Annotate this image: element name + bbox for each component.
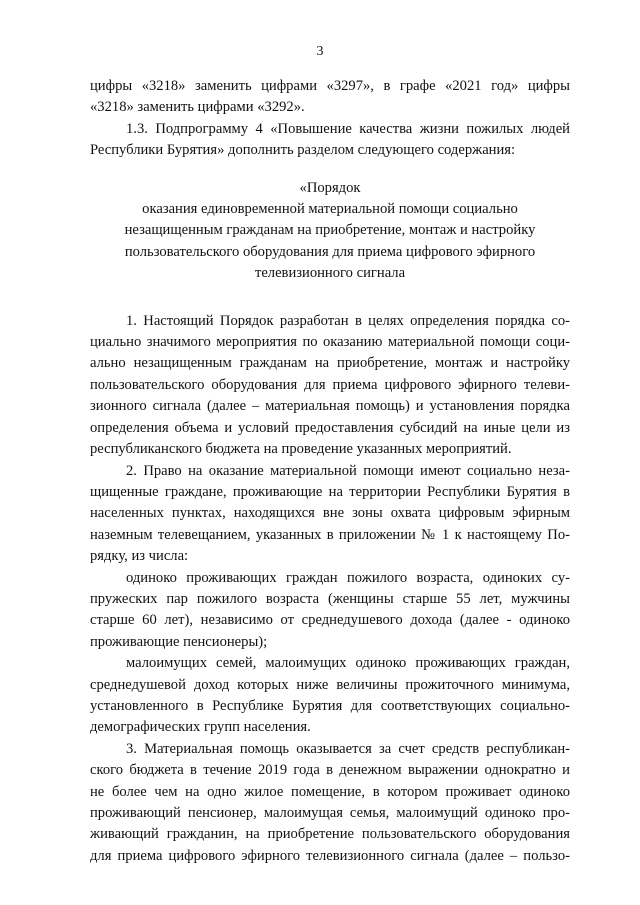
text-line: рядку, из числа:	[90, 548, 189, 565]
document-body	[90, 76, 570, 867]
text-line: 3. Материальная помощь оказывается за счет средств республикан-	[126, 740, 570, 757]
text-line: зионного сигнала (далее – материальная помощь) и установления порядка	[90, 398, 570, 415]
text-line: установленного в Республике Бурятия для соответствующих социально-	[90, 697, 570, 714]
paragraph-2-item-b	[90, 653, 570, 739]
text-line: малоимущих семей, малоимущих одиноко проживающих граждан,	[126, 655, 570, 672]
text-line: для приема цифрового эфирного телевизионного сигнала (далее – пользо-	[90, 847, 570, 864]
text-line: «3218» заменить цифрами «3292».	[90, 99, 305, 116]
heading-line: телевизионного сигнала	[254, 265, 406, 282]
text-line: среднедушевой доход которых ниже величины прожиточного минимума,	[90, 676, 570, 693]
text-line: республиканского бюджета на проведение указанных мероприятий.	[90, 441, 512, 458]
heading-line: пользовательского оборудования для приема цифрового эфирного	[124, 243, 536, 260]
paragraph-1	[90, 311, 570, 461]
text-line: циально значимого мероприятия по оказанию материальной помощи соци-	[90, 334, 570, 351]
text-line: одиноко проживающих граждан пожилого возраста, одиноких су-	[126, 569, 570, 586]
text-line: старше 60 лет), независимо от среднедушевого дохода (далее - одиноко	[90, 612, 570, 629]
text-line: проживающие пенсионеры);	[90, 633, 268, 650]
text-line: демографических групп населения.	[90, 719, 311, 736]
text-line: цифры «3218» заменить цифрами «3297», в графе «2021 год» цифры	[90, 78, 570, 94]
page-number: 3	[316, 44, 324, 59]
paragraph-2-item-a	[90, 568, 570, 654]
heading-line: оказания единовременной материальной помощи социально	[142, 201, 518, 218]
text-line: щищенные граждане, проживающие на территории Республики Бурятия в	[90, 483, 570, 500]
text-line: населенных пунктах, находящихся вне зоны охвата цифровым эфирным	[90, 505, 570, 522]
text-line: не более чем на одно жилое помещение, в котором проживает одиноко	[90, 783, 570, 800]
text-line: 2. Право на оказание материальной помощи имеют социально неза-	[126, 462, 570, 479]
text-line: живающий гражданин, на приобретение пользовательского оборудования	[90, 826, 570, 843]
paragraph-2	[90, 461, 570, 568]
text-line: пользовательского оборудования для приема цифрового эфирного телеви-	[90, 376, 570, 393]
text-line: проживающий пенсионер, малоимущая семья, малоимущий одиноко про-	[90, 805, 570, 821]
section-heading	[90, 178, 570, 285]
text-line: 1.3. Подпрограмму 4 «Повышение качества жизни пожилых людей	[126, 120, 570, 137]
text-line: Республики Бурятия» дополнить разделом следующего содержания:	[90, 142, 516, 159]
paragraph-3	[90, 739, 570, 867]
item-1-3-paragraph	[90, 119, 570, 162]
heading-line: «Порядок	[299, 179, 361, 196]
heading-line: незащищенным гражданам на приобретение, монтаж и настройку	[124, 222, 536, 239]
intro-paragraph	[90, 76, 570, 119]
text-line: 1. Настоящий Порядок разработан в целях определения порядка со-	[126, 312, 570, 329]
text-line: ально незащищенным гражданам на приобретение, монтаж и настройку	[90, 355, 570, 372]
text-line: ского бюджета в течение 2019 года в денежном выражении однократно и	[90, 762, 570, 779]
text-line: наземным телевещанием, указанных в приложении № 1 к настоящему По-	[90, 526, 570, 543]
text-line: определения объема и условий предоставления субсидий на иные цели из	[90, 419, 570, 436]
text-line: пружеских пар пожилого возраста (женщины старше 55 лет, мужчины	[90, 590, 570, 607]
